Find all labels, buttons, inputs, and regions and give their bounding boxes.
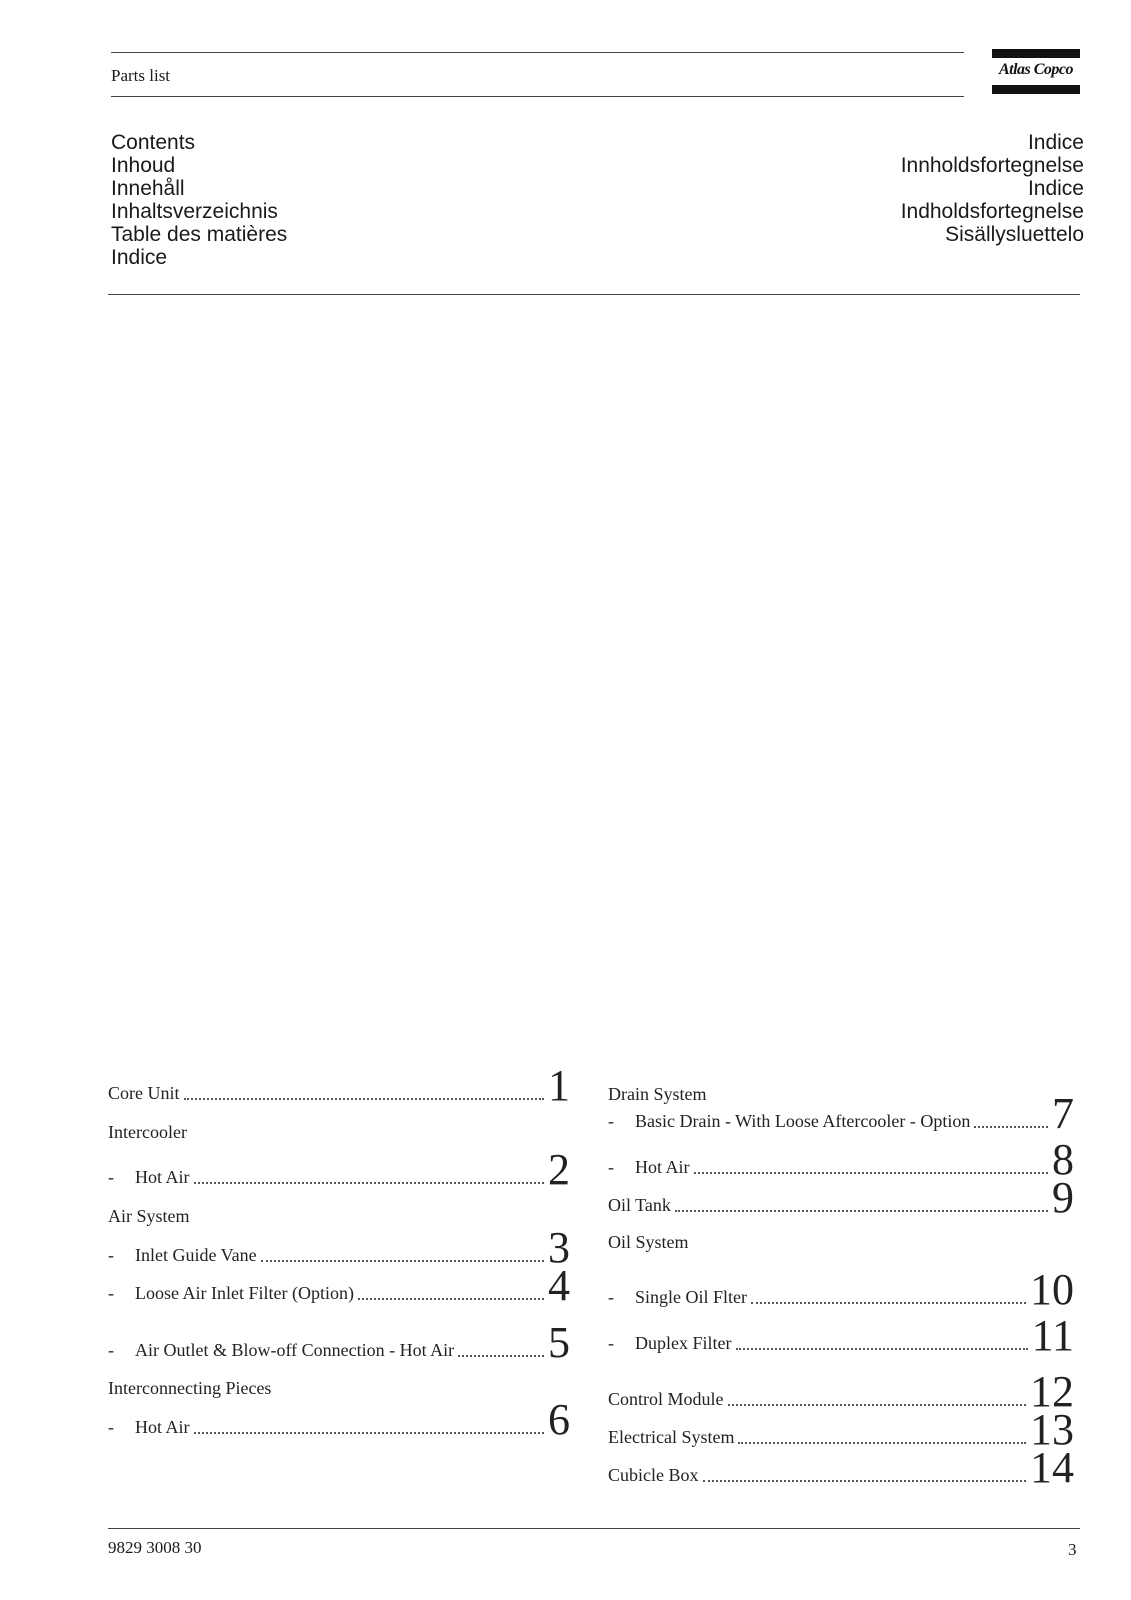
- logo-wordmark: Atlas Copco: [998, 61, 1074, 78]
- toc-entry-section-number: 2: [548, 1145, 570, 1194]
- header-top-rule: [111, 52, 964, 53]
- list-dash: -: [108, 1245, 114, 1265]
- toc-entry-section-number: 1: [548, 1061, 570, 1110]
- toc-entry-drain-hot-air[interactable]: [608, 1135, 1074, 1184]
- list-dash: -: [608, 1287, 614, 1307]
- contents-title: Sisällysluettelo: [945, 223, 1084, 246]
- list-dash: -: [108, 1283, 114, 1303]
- list-dash: -: [108, 1340, 114, 1360]
- header-title: Parts list: [111, 66, 171, 85]
- toc-entry-electrical-system[interactable]: [608, 1405, 1074, 1454]
- toc-entry-section-number: 8: [1052, 1135, 1074, 1184]
- toc-entry-label: Air Outlet & Blow-off Connection - Hot Air: [135, 1340, 455, 1360]
- list-dash: -: [108, 1167, 114, 1187]
- toc-entry-label: Single Oil Flter: [635, 1287, 747, 1307]
- dot-leader: [974, 1126, 1048, 1128]
- dot-leader: [194, 1182, 544, 1184]
- toc-entry-interconnecting-hot-air[interactable]: [108, 1395, 570, 1444]
- toc-entry-section-number: 7: [1052, 1089, 1074, 1138]
- contents-title: Indice: [1027, 131, 1084, 154]
- dot-leader: [751, 1302, 1026, 1304]
- toc-entry-label: Electrical System: [608, 1427, 735, 1447]
- header-bottom-rule: [111, 96, 964, 97]
- toc-entry-air-outlet[interactable]: [108, 1318, 570, 1367]
- toc-heading-interconnecting-pieces: Interconnecting Pieces: [108, 1378, 272, 1398]
- toc-entry-label: Hot Air: [135, 1417, 190, 1437]
- contents-title: Table des matières: [111, 223, 288, 246]
- dot-leader: [694, 1172, 1048, 1174]
- toc-entry-section-number: 5: [548, 1318, 570, 1367]
- contents-title: Inhaltsverzeichnis: [111, 200, 278, 223]
- dot-leader: [738, 1442, 1026, 1444]
- contents-divider: [108, 294, 1080, 295]
- dot-leader: [184, 1098, 545, 1100]
- dot-leader: [261, 1260, 544, 1262]
- toc-entry-section-number: 3: [548, 1223, 570, 1272]
- dot-leader: [458, 1355, 544, 1357]
- contents-title: Inhoud: [111, 154, 176, 177]
- list-dash: -: [608, 1333, 614, 1353]
- toc-entry-single-oil-filter[interactable]: [608, 1265, 1074, 1314]
- document-number: 9829 3008 30: [108, 1538, 202, 1557]
- contents-title: Indice: [1027, 177, 1084, 200]
- toc-entry-section-number: 9: [1052, 1173, 1074, 1222]
- dot-leader: [728, 1404, 1027, 1406]
- logo-bottom-bar: [992, 85, 1080, 94]
- toc-entry-label: Basic Drain - With Loose Aftercooler - Option: [635, 1111, 971, 1131]
- contents-title: Innehåll: [111, 177, 185, 200]
- toc-entry-core-unit[interactable]: [108, 1061, 570, 1110]
- toc-heading-air-system: Air System: [108, 1206, 190, 1226]
- toc-entry-label: Hot Air: [135, 1167, 190, 1187]
- toc-entry-section-number: 14: [1030, 1443, 1074, 1492]
- toc-entry-section-number: 11: [1031, 1311, 1074, 1360]
- dot-leader: [358, 1298, 544, 1300]
- toc-entry-cubicle-box[interactable]: [608, 1443, 1074, 1492]
- contents-titles-right: [901, 131, 1084, 246]
- contents-title: Indholdsfortegnelse: [900, 200, 1084, 223]
- list-dash: -: [108, 1417, 114, 1437]
- contents-title: Indice: [111, 246, 168, 269]
- toc-entry-section-number: 13: [1030, 1405, 1074, 1454]
- atlas-copco-logo: [992, 49, 1080, 94]
- toc-heading-drain-system: Drain System: [608, 1084, 707, 1104]
- logo-top-bar: [992, 49, 1080, 58]
- toc-entry-basic-drain[interactable]: [608, 1089, 1074, 1138]
- toc-entry-label: Oil Tank: [608, 1195, 671, 1215]
- toc-entry-section-number: 10: [1030, 1265, 1074, 1314]
- contents-titles-left: [111, 131, 287, 269]
- toc-entry-section-number: 12: [1030, 1367, 1074, 1416]
- toc-entry-label: Cubicle Box: [608, 1465, 699, 1485]
- toc-entry-label: Inlet Guide Vane: [135, 1245, 257, 1265]
- toc-entry-label: Core Unit: [108, 1083, 180, 1103]
- dot-leader: [675, 1210, 1048, 1212]
- page-number: 3: [1068, 1540, 1077, 1559]
- dot-leader: [703, 1480, 1027, 1482]
- toc-entry-label: Hot Air: [635, 1157, 690, 1177]
- contents-title: Contents: [111, 131, 196, 154]
- toc-entry-intercooler-hot-air[interactable]: [108, 1145, 570, 1194]
- toc-entry-loose-air-inlet-filter[interactable]: [108, 1261, 570, 1310]
- list-dash: -: [608, 1157, 614, 1177]
- toc-entry-label: Duplex Filter: [635, 1333, 732, 1353]
- toc-entry-control-module[interactable]: [608, 1367, 1074, 1416]
- toc-entry-inlet-guide-vane[interactable]: [108, 1223, 570, 1272]
- dot-leader: [194, 1432, 544, 1434]
- toc-heading-oil-system: Oil System: [608, 1232, 689, 1252]
- toc-entry-oil-tank[interactable]: [608, 1173, 1074, 1222]
- toc-entry-label: Control Module: [608, 1389, 724, 1409]
- contents-title: Innholdsfortegnelse: [900, 154, 1084, 177]
- toc-entry-label: Loose Air Inlet Filter (Option): [135, 1283, 354, 1303]
- list-dash: -: [608, 1111, 614, 1131]
- toc-entry-section-number: 6: [548, 1395, 570, 1444]
- toc-entry-duplex-filter[interactable]: [608, 1311, 1074, 1360]
- dot-leader: [736, 1348, 1028, 1350]
- toc-heading-intercooler: Intercooler: [108, 1122, 187, 1142]
- footer-rule: [108, 1528, 1080, 1529]
- toc-entry-section-number: 4: [548, 1261, 570, 1310]
